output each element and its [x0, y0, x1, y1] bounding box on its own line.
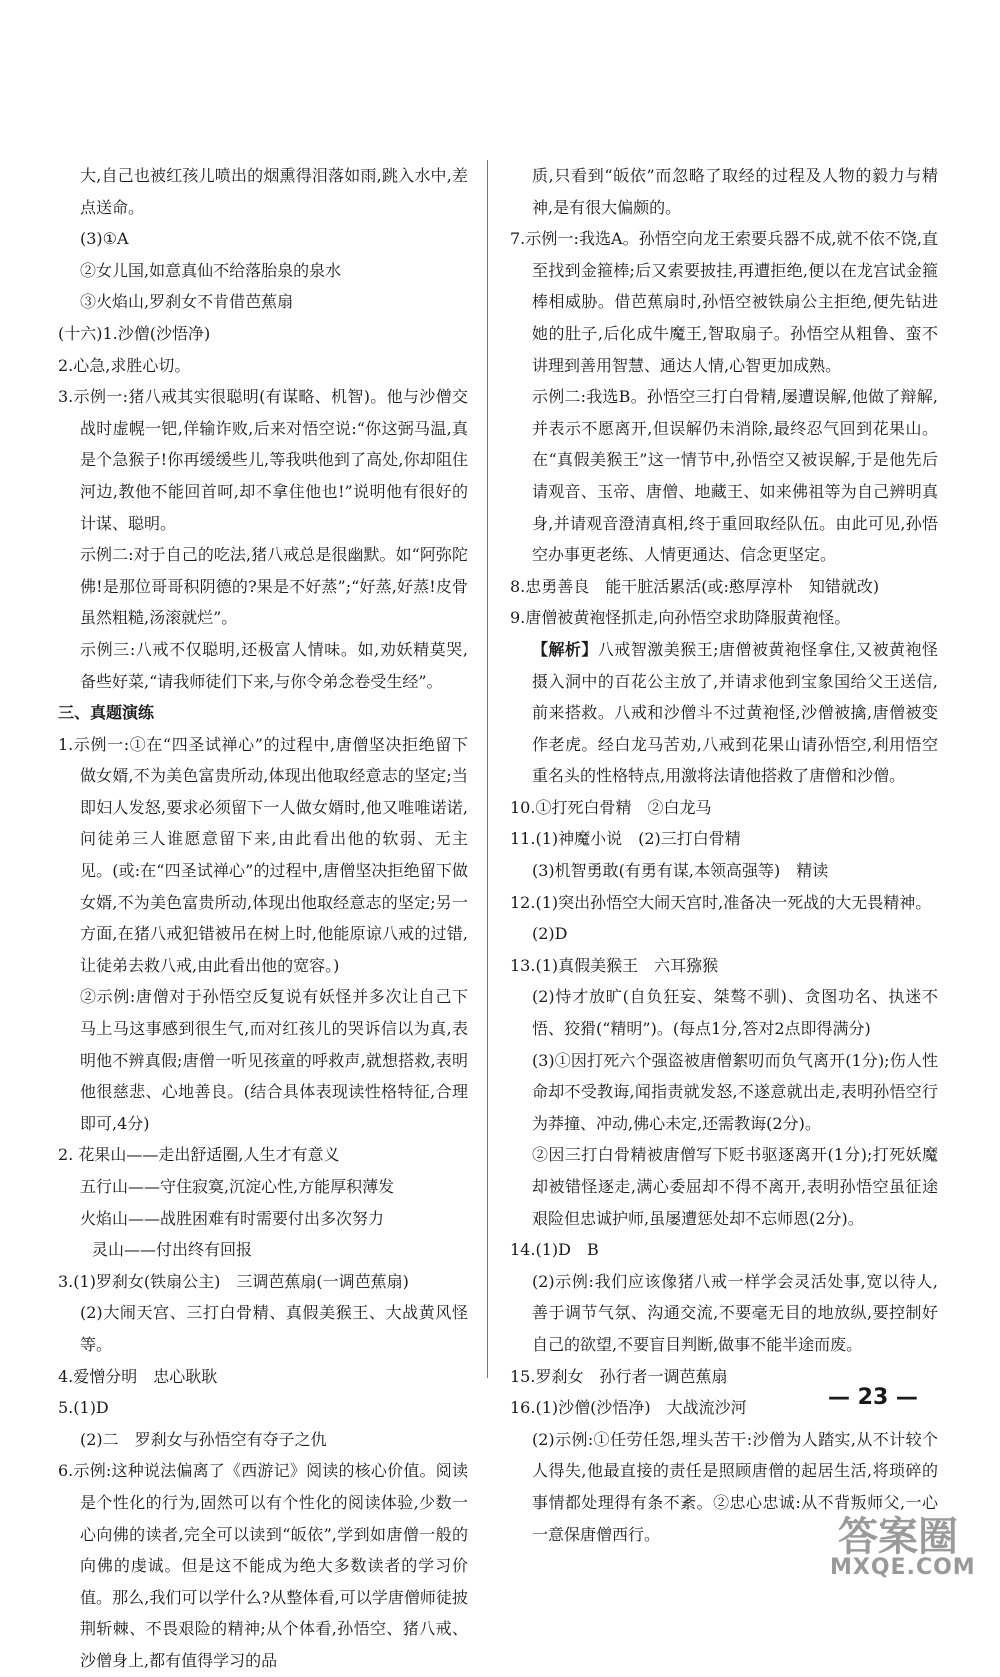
paragraph-text: ②女儿国,如意真仙不给落胎泉的泉水 — [80, 260, 342, 280]
paragraph-text: (3)①A — [80, 229, 129, 249]
answer-paragraph — [58, 1361, 468, 1393]
paragraph-text: 灵山——付出终有回报 — [92, 1240, 253, 1260]
paragraph-text: 示例二:对于自己的吃法,猪八戒总是很幽默。如“阿弥陀佛!是那位哥哥积阴德的?果是不好蒸”;“好蒸,好蒸!皮骨虽然粗糙,汤滚就烂”。 — [80, 545, 468, 628]
paragraph-text: ②因三打白骨精被唐僧写下贬书驱逐离开(1分);打死妖魔却被错怪逐走,满心委屈却不得不离开,表明孙悟空虽征途艰险但忠诚护师,虽屡遭惩处却不忘师恩(2分)。 — [532, 1145, 938, 1228]
answer-paragraph — [58, 1266, 468, 1298]
paragraph-text: 13.(1)真假美猴王 六耳猕猴 — [510, 955, 719, 975]
paragraph-text: 5.(1)D — [58, 1398, 109, 1418]
answer-paragraph — [58, 223, 468, 255]
paragraph-text: 大,自己也被红孩儿喷出的烟熏得泪落如雨,跳入水中,差点送命。 — [80, 166, 468, 217]
answer-paragraph — [58, 381, 468, 539]
answer-paragraph — [510, 887, 938, 919]
paragraph-text: (2)示例:我们应该像猪八戒一样学会灵活处事,宽以待人,善于调节气氛、沟通交流,不要毫无目的地放纵,要控制好自己的欲望,不要盲目判断,做事不能半途而废。 — [532, 1271, 938, 1354]
answer-paragraph — [510, 160, 938, 223]
paragraph-text: 8.忠勇善良 能干脏活累活(或:憨厚淳朴 知错就改) — [510, 576, 880, 596]
paragraph-text: 八戒智激美猴王;唐僧被黄袍怪拿住,又被黄袍怪摄入洞中的百花公主放了,并请求他到宝象国给父王送信,前来搭救。八戒和沙僧斗不过黄袍怪,沙僧被擒,唐僧被变作老虎。经白龙马苦劝,八戒到花果山请孙悟空,利用悟空重名头的性格特点,用激将法请他搭救了唐僧和沙僧。 — [532, 639, 938, 786]
paragraph-text: 6.示例:这种说法偏离了《西游记》阅读的核心价值。阅读是个性化的行为,固然可以有个性化的阅读体验,少数一心向佛的读者,完全可以读到“皈依”,学到如唐僧一般的向佛的虔诚。但是这不能成为绝大多数读者的学习价值。那么,我们可以学什么?从整体看,可以学唐僧师徒披荆斩棘、不畏艰险的精神;从个体看,孙悟空、猪八戒、沙僧身上,都有值得学习的品 — [58, 1461, 468, 1670]
answer-paragraph — [510, 571, 938, 603]
paragraph-text: (2)示例:①任劳任怨,埋头苦干:沙僧为人踏实,从不计较个人得失,他最直接的责任是照顾唐僧的起居生活,将琐碎的事情都处理得有条不紊。②忠心忠诚:从不背叛师父,一心一意保唐僧西行。 — [532, 1429, 938, 1544]
watermark-logo-text: 答案圈 — [838, 1514, 958, 1560]
answer-paragraph — [58, 1139, 468, 1171]
answer-paragraph — [58, 697, 468, 729]
answer-paragraph — [510, 981, 938, 1044]
answer-paragraph — [58, 318, 468, 350]
watermark-url: MXQE.COM — [830, 1555, 976, 1580]
answer-paragraph — [510, 1234, 938, 1266]
paragraph-text: 2. 花果山——走出舒适圈,人生才有意义 — [58, 1145, 340, 1165]
answer-paragraph — [58, 286, 468, 318]
answer-paragraph — [58, 1234, 468, 1266]
answer-paragraph — [510, 823, 938, 855]
paragraph-text: (十六)1.沙僧(沙悟净) — [58, 323, 211, 343]
answer-paragraph — [58, 634, 468, 697]
answer-paragraph — [510, 950, 938, 982]
paragraph-text: 五行山——守住寂寞,沉淀心性,方能厚积薄发 — [80, 1177, 395, 1196]
answer-paragraph — [58, 160, 468, 223]
paragraph-text: 质,只看到“皈依”而忽略了取经的过程及人物的毅力与精神,是有很大偏颇的。 — [532, 166, 938, 217]
answer-paragraph — [58, 1203, 468, 1235]
paragraph-text: 1.示例一:①在“四圣试禅心”的过程中,唐僧坚决拒绝留下做女婿,不为美色富贵所动,体现出他取经意志的坚定;当即妇人发怒,要求必须留下一人做女婿时,他又唯唯诺诺,问徒弟三人谁愿意留下来,由此看出他的软弱、无主见。(或:在“四圣试禅心”的过程中,唐僧坚决拒绝留下做女婿,不为美色富贵所动,体现出他取经意志的坚定;另一方面,在猪八戒犯错被吊在树上时,他能原谅八戒的过错,让徒弟去救八戒,由此看出他的宽容。) — [58, 734, 468, 975]
answer-paragraph — [58, 255, 468, 287]
right-column — [510, 160, 938, 1550]
left-column — [58, 160, 468, 1677]
paragraph-text: (2)二 罗刹女与孙悟空有夺子之仇 — [80, 1429, 327, 1449]
analysis-tag: 【解析】 — [532, 639, 598, 659]
paragraph-text: 3.(1)罗刹女(铁扇公主) 三调芭蕉扇(一调芭蕉扇) — [58, 1271, 409, 1291]
paragraph-text: 12.(1)突出孙悟空大闹天宫时,准备决一死战的大无畏精神。 — [510, 892, 932, 912]
paragraph-text: (2)恃才放旷(自负狂妄、桀骜不驯)、贪图功名、执迷不悟、狡猾(“精明”)。(每点1分,答对2点即得满分) — [532, 987, 938, 1039]
answer-paragraph — [58, 1455, 468, 1676]
paragraph-text: 三、真题演练 — [58, 703, 155, 723]
paragraph-text: 10.①打死白骨精 ②白龙马 — [510, 797, 712, 817]
answer-paragraph — [58, 981, 468, 1139]
column-divider — [487, 160, 488, 1378]
answer-paragraph — [510, 792, 938, 824]
paragraph-text: (2)D — [532, 924, 568, 944]
paragraph-text: 15.罗刹女 孙行者一调芭蕉扇 — [510, 1366, 728, 1386]
paragraph-text: 示例二:我选B。孙悟空三打白骨精,屡遭误解,他做了辩解,并表示不愿离开,但误解仍未消除,最终忍气回到花果山。在“真假美猴王”这一情节中,孙悟空又被误解,于是他先后请观音、玉帝、唐僧、地藏王、如来佛祖等为自己辨明真身,并请观音澄清真相,终于重回取经队伍。由此可见,孙悟空办事更老练、人情更通达、信念更坚定。 — [532, 387, 938, 565]
paragraph-text: 7.示例一:我选A。孙悟空向龙王索要兵器不成,就不依不饶,直至找到金箍棒;后又索要披挂,再遭拒绝,便以在龙宫试金箍棒相威胁。借芭蕉扇时,孙悟空被铁扇公主拒绝,便先钻进她的肚子,后化成牛魔王,智取扇子。孙悟空从粗鲁、蛮不讲理到善用智慧、通达人情,心智更加成熟。 — [510, 229, 938, 375]
answer-paragraph — [58, 729, 468, 982]
answer-paragraph — [510, 1045, 938, 1140]
answer-paragraph — [510, 1139, 938, 1234]
answer-paragraph — [510, 918, 938, 950]
paragraph-text: 示例三:八戒不仅聪明,还极富人情味。如,劝妖精莫哭,备些好菜,“请我师徒们下来,与你令弟念卷受生经”。 — [80, 639, 468, 691]
paragraph-text: 9.唐僧被黄袍怪抓走,向孙悟空求助降服黄袍怪。 — [510, 608, 851, 628]
paragraph-text: (3)机智勇敢(有勇有谋,本领高强等) 精读 — [532, 861, 829, 881]
answer-paragraph — [58, 1392, 468, 1424]
paragraph-text: (3)①因打死六个强盗被唐僧絮叨而负气离开(1分);伤人性命却不受教诲,闻指责就发怒,不遂意就出走,表明孙悟空行为莽撞、冲动,佛心未定,还需教诲(2分)。 — [532, 1050, 938, 1133]
paragraph-text: 3.示例一:猪八戒其实很聪明(有谋略、机智)。他与沙僧交战时虚幌一钯,佯输诈败,后来对悟空说:“你这弼马温,真是个急猴子!你再缓缓些儿,等我哄他到了高处,你却阻住河边,教他不能回首呵,却不拿住他也!”说明他有很好的计谋、聪明。 — [58, 387, 468, 533]
paragraph-text: 火焰山——战胜困难有时需要付出多次努力 — [80, 1208, 385, 1228]
paragraph-text: (2)大闹天宫、三打白骨精、真假美猴王、大战黄风怪等。 — [80, 1303, 468, 1354]
paragraph-text: ②示例:唐僧对于孙悟空反复说有妖怪并多次让自己下马上马这事感到很生气,而对红孩儿的哭诉信以为真,表明他不辨真假;唐僧一听见孩童的呼救声,就想搭救,表明他很慈悲、心地善良。(结合具体表现读性格特征,合理即可,4分) — [80, 987, 468, 1133]
paragraph-text: 16.(1)沙僧(沙悟净) 大战流沙河 — [510, 1398, 747, 1418]
answer-paragraph — [58, 1424, 468, 1456]
answer-paragraph — [510, 381, 938, 571]
answer-paragraph — [58, 1297, 468, 1360]
paragraph-text: ③火焰山,罗刹女不肯借芭蕉扇 — [80, 292, 294, 312]
answer-paragraph — [510, 855, 938, 887]
answer-paragraph — [510, 602, 938, 634]
answer-paragraph — [510, 223, 938, 381]
paragraph-text: 11.(1)神魔小说 (2)三打白骨精 — [510, 829, 741, 849]
paragraph-text: 4.爱憎分明 忠心耿耿 — [58, 1366, 218, 1386]
paragraph-text: 2.心急,求胜心切。 — [58, 355, 191, 375]
paragraph-text: 14.(1)D B — [510, 1240, 599, 1260]
answer-paragraph — [510, 1266, 938, 1361]
page-number: — 23 — — [828, 1385, 918, 1410]
answer-paragraph — [58, 539, 468, 634]
answer-paragraph — [58, 350, 468, 382]
answer-paragraph — [510, 634, 938, 792]
answer-paragraph — [58, 1171, 468, 1203]
